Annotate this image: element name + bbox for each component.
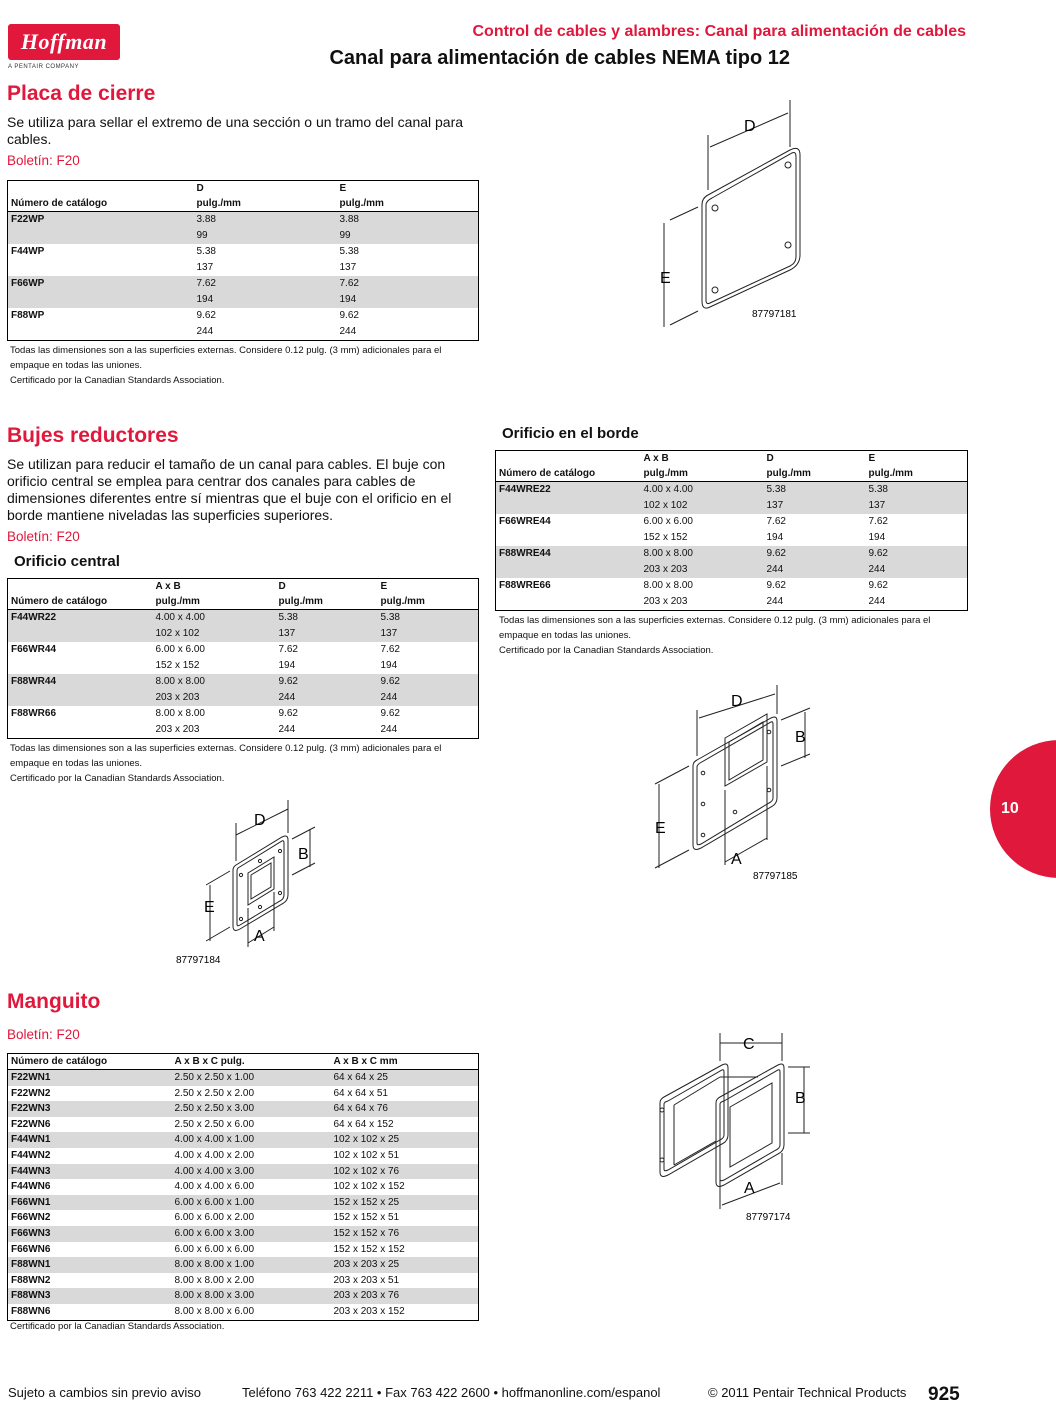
subsection-title-borde: Orificio en el borde	[502, 425, 639, 442]
cell: 4.00 x 4.00 x 1.00	[172, 1132, 331, 1148]
page-number: 925	[928, 1384, 960, 1405]
catalog-number: F88WN3	[8, 1288, 172, 1304]
col-head: E	[339, 183, 347, 194]
cell: 7.62	[868, 516, 888, 527]
cell: 137	[339, 262, 357, 273]
table-row	[8, 610, 479, 627]
footer-copyright: © 2011 Pentair Technical Products	[708, 1385, 907, 1400]
table-row	[8, 276, 479, 292]
cell: 194	[337, 292, 479, 308]
cell: 244	[868, 596, 886, 607]
cell: 203 x 203	[641, 562, 764, 578]
note-line: Certificado por la Canadian Standards Association.	[10, 773, 225, 784]
dim-label-d: D	[254, 812, 266, 829]
note-line: Certificado por la Canadian Standards Association.	[10, 375, 225, 386]
col-head: pulg./mm	[194, 196, 337, 212]
central-notes	[10, 741, 480, 786]
cell: 5.38	[196, 246, 216, 257]
cell: 9.62	[276, 674, 378, 690]
catalog-number: F88WRE44	[496, 546, 641, 562]
cell: 3.88	[194, 212, 337, 229]
catalog-number: F88WP	[11, 310, 45, 321]
dim-label-e: E	[655, 820, 666, 837]
manguito-bulletin: Boletín: F20	[7, 1027, 80, 1042]
bujes-description: Se utilizan para reducir el tamaño de un canal para cables. El buje con orificio central se emplea para centrar dos canales para cables de dimensiones diferentes entre sí mientras que el buje con el orificio en el borde mantiene niveladas las superficies superiores.	[7, 456, 452, 523]
logo-tagline: A PENTAIR COMPANY	[8, 64, 79, 70]
cell: 6.00 x 6.00	[643, 516, 693, 527]
col-head: A x B	[155, 581, 181, 592]
figure-id: 87797184	[176, 955, 221, 966]
table-row	[8, 1273, 479, 1289]
section-title-bujes: Bujes reductores	[7, 424, 179, 447]
catalog-number: F66WRE44	[499, 516, 551, 527]
table-row	[496, 546, 968, 562]
col-head: pulg./mm	[866, 466, 968, 482]
cell: 8.00 x 8.00	[643, 580, 693, 591]
table-row	[8, 260, 479, 276]
table-row	[8, 722, 479, 739]
table-row	[8, 308, 479, 324]
cell: 2.50 x 2.50 x 3.00	[172, 1101, 331, 1117]
cell: 203 x 203	[153, 690, 276, 706]
table-row	[8, 1226, 479, 1242]
table-row	[8, 706, 479, 722]
cell: 9.62	[378, 674, 479, 690]
cell: 8.00 x 8.00 x 6.00	[174, 1305, 255, 1317]
catalog-number: F88WR44	[8, 674, 153, 690]
catalog-number: F88WRE66	[499, 580, 551, 591]
cell: 7.62	[337, 276, 479, 292]
cell: 6.00 x 6.00 x 3.00	[172, 1226, 331, 1242]
catalog-number: F22WN6	[11, 1118, 51, 1130]
note-line: empaque en todas las uniones.	[10, 360, 143, 371]
col-head: pulg./mm	[378, 594, 479, 610]
cell: 64 x 64 x 76	[331, 1101, 479, 1117]
cell: 194	[194, 292, 337, 308]
col-head: pulg./mm	[276, 594, 378, 610]
cell: 6.00 x 6.00 x 6.00	[174, 1243, 255, 1255]
cell: 8.00 x 8.00	[153, 674, 276, 690]
catalog-number: F66WP	[8, 276, 194, 292]
cell: 9.62	[868, 580, 888, 591]
catalog-number: F44WRE22	[496, 482, 641, 499]
cell: 7.62	[194, 276, 337, 292]
table-row	[8, 690, 479, 706]
catalog-number: F88WR66	[11, 708, 57, 719]
placa-notes	[10, 343, 480, 388]
note-line: Certificado por la Canadian Standards Association.	[499, 645, 714, 656]
col-head	[8, 579, 153, 595]
cell: 9.62	[278, 708, 298, 719]
cell: 9.62	[766, 580, 786, 591]
cell: 2.50 x 2.50 x 1.00	[172, 1070, 331, 1086]
dim-label-a: A	[254, 928, 265, 945]
cell: 244	[378, 690, 479, 706]
cell: 244	[764, 562, 866, 578]
header-subtitle: Control de cables y alambres: Canal para alimentación de cables	[472, 23, 966, 40]
cell: 7.62	[278, 644, 298, 655]
table-row	[8, 642, 479, 658]
table-row	[8, 1242, 479, 1258]
cell: 244	[278, 724, 296, 735]
cell: 9.62	[196, 310, 216, 321]
section-title-placa: Placa de cierre	[7, 82, 156, 105]
cell: 102 x 102	[641, 498, 764, 514]
table-row	[496, 578, 968, 594]
catalog-number: F22WN2	[11, 1087, 51, 1099]
dim-label-b: B	[795, 1090, 806, 1107]
catalog-number: F88WN2	[11, 1274, 51, 1286]
cell: 244	[276, 690, 378, 706]
table-row	[8, 1132, 479, 1148]
cell: 194	[380, 660, 398, 671]
cell: 4.00 x 4.00 x 2.00	[174, 1149, 255, 1161]
cell: 64 x 64 x 25	[331, 1070, 479, 1086]
cell: 4.00 x 4.00	[641, 482, 764, 499]
cell: 203 x 203 x 25	[331, 1257, 479, 1273]
cell: 8.00 x 8.00	[155, 708, 205, 719]
table-row	[8, 212, 479, 229]
table-row	[8, 1288, 479, 1304]
table-row	[496, 514, 968, 530]
table-row	[496, 498, 968, 514]
table-row	[8, 1164, 479, 1180]
cell: 4.00 x 4.00 x 3.00	[172, 1164, 331, 1180]
cell: 244	[380, 724, 398, 735]
cell: 102 x 102	[153, 626, 276, 642]
catalog-number: F44WN3	[8, 1164, 172, 1180]
note-line: Todas las dimensiones son a las superficies externas. Considere 0.12 pulg. (3 mm) adicionales para el	[499, 615, 931, 626]
col-head	[496, 451, 641, 467]
col-head: E	[380, 581, 388, 592]
cell: 152 x 152 x 152	[333, 1243, 405, 1255]
col-head: Número de catálogo	[8, 594, 153, 610]
cell: 152 x 152 x 25	[331, 1195, 479, 1211]
dim-label-a: A	[731, 851, 742, 868]
catalog-number: F44WP	[11, 246, 45, 257]
cell: 4.00 x 4.00 x 6.00	[174, 1181, 255, 1193]
cell: 64 x 64 x 152	[333, 1118, 394, 1130]
cell: 152 x 152	[155, 660, 200, 671]
table-row	[496, 562, 968, 578]
cell: 64 x 64 x 51	[333, 1087, 388, 1099]
cell: 4.00 x 4.00	[153, 610, 276, 627]
cell: 8.00 x 8.00	[641, 546, 764, 562]
central-table	[7, 578, 479, 739]
catalog-number: F66WN6	[11, 1243, 51, 1255]
table-row	[496, 482, 968, 499]
cell: 203 x 203 x 51	[333, 1274, 400, 1286]
col-head: A x B x C mm	[331, 1054, 479, 1070]
table-row	[8, 1304, 479, 1320]
cell: 244	[339, 326, 357, 337]
cell: 244	[866, 562, 968, 578]
table-row	[8, 1148, 479, 1164]
cell: 137	[276, 626, 378, 642]
note-line: empaque en todas las uniones.	[10, 758, 143, 769]
col-head: D	[766, 453, 774, 464]
cell: 7.62	[766, 516, 786, 527]
cell: 102 x 102 x 51	[333, 1149, 400, 1161]
manguito-note: Certificado por la Canadian Standards Association.	[10, 1321, 225, 1332]
cell: 137	[866, 498, 968, 514]
catalog-number: F88WN1	[8, 1257, 172, 1273]
table-row	[8, 674, 479, 690]
col-head: A x B	[643, 453, 669, 464]
table-row	[8, 1210, 479, 1226]
col-head: pulg./mm	[764, 466, 866, 482]
table-row	[8, 1070, 479, 1086]
dim-label-e: E	[204, 899, 215, 916]
col-head: E	[868, 453, 876, 464]
cell: 203 x 203 x 152	[333, 1305, 405, 1317]
borde-notes	[499, 613, 969, 658]
cell: 152 x 152	[643, 532, 688, 543]
figure-id: 87797174	[746, 1212, 791, 1223]
cell: 152 x 152 x 76	[331, 1226, 479, 1242]
table-row	[8, 228, 479, 244]
cell: 244	[196, 326, 214, 337]
table-row	[8, 1086, 479, 1102]
dim-label-c: C	[743, 1036, 755, 1053]
cell: 9.62	[339, 310, 359, 321]
figure-id: 87797185	[753, 871, 798, 882]
table-row	[8, 1179, 479, 1195]
catalog-number: F88WN6	[11, 1305, 51, 1317]
cell: 5.38	[764, 482, 866, 499]
cell: 102 x 102 x 76	[331, 1164, 479, 1180]
table-row	[8, 244, 479, 260]
cell: 6.00 x 6.00	[155, 644, 205, 655]
note-line: Todas las dimensiones son a las superficies externas. Considere 0.12 pulg. (3 mm) adicionales para el	[10, 345, 442, 356]
col-head	[8, 181, 194, 197]
cell: 102 x 102 x 152	[333, 1181, 405, 1193]
cell: 244	[766, 596, 784, 607]
chapter-number: 10	[1001, 800, 1019, 817]
cell: 9.62	[764, 546, 866, 562]
catalog-number: F44WN2	[11, 1149, 51, 1161]
footer-disclaimer: Sujeto a cambios sin previo aviso	[8, 1385, 201, 1400]
cell: 194	[868, 532, 886, 543]
cell: 9.62	[380, 708, 400, 719]
borde-table	[495, 450, 968, 611]
cell: 9.62	[866, 546, 968, 562]
cell: 2.50 x 2.50 x 6.00	[174, 1118, 255, 1130]
table-row	[496, 594, 968, 611]
cell: 5.38	[866, 482, 968, 499]
dim-label-d: D	[731, 693, 743, 710]
catalog-number: F66WN1	[8, 1195, 172, 1211]
cell: 99	[337, 228, 479, 244]
cell: 152 x 152 x 51	[333, 1212, 400, 1224]
manguito-diagram	[650, 1025, 830, 1225]
col-head: Número de catálogo	[8, 1054, 172, 1070]
placa-description: Se utiliza para sellar el extremo de una sección o un tramo del canal para cables.	[7, 114, 464, 147]
figure-id: 87797181	[752, 309, 797, 320]
note-line: empaque en todas las uniones.	[499, 630, 632, 641]
note-line: Todas las dimensiones son a las superficies externas. Considere 0.12 pulg. (3 mm) adicionales para el	[10, 743, 442, 754]
subsection-title-central: Orificio central	[14, 553, 120, 570]
col-head: Número de catálogo	[8, 196, 194, 212]
table-row	[8, 1257, 479, 1273]
cell: 5.38	[276, 610, 378, 627]
catalog-number: F22WN3	[8, 1101, 172, 1117]
cell: 6.00 x 6.00 x 2.00	[174, 1212, 255, 1224]
central-diagram	[170, 795, 330, 970]
cell: 203 x 203	[643, 596, 688, 607]
cell: 5.38	[378, 610, 479, 627]
cell: 137	[378, 626, 479, 642]
dim-label-d: D	[744, 118, 756, 135]
dim-label-b: B	[795, 729, 806, 746]
catalog-number: F22WP	[8, 212, 194, 229]
catalog-number: F22WN1	[8, 1070, 172, 1086]
table-row	[8, 1195, 479, 1211]
table-row	[8, 658, 479, 674]
dim-label-b: B	[298, 846, 309, 863]
col-head: Número de catálogo	[496, 466, 641, 482]
placa-table	[7, 180, 479, 341]
cell: 6.00 x 6.00 x 1.00	[172, 1195, 331, 1211]
table-row	[8, 1117, 479, 1133]
placa-diagram	[640, 95, 840, 335]
col-head: pulg./mm	[337, 196, 479, 212]
cell: 194	[278, 660, 296, 671]
manguito-table	[7, 1053, 479, 1321]
cell: 203 x 203	[155, 724, 200, 735]
catalog-number: F66WN3	[8, 1226, 172, 1242]
cell: 203 x 203 x 76	[331, 1288, 479, 1304]
section-title-manguito: Manguito	[7, 990, 101, 1013]
catalog-number: F44WN6	[11, 1181, 51, 1193]
col-head: A x B x C pulg.	[172, 1054, 331, 1070]
cell: 7.62	[380, 644, 400, 655]
catalog-number: F66WR44	[11, 644, 57, 655]
catalog-number: F44WR22	[8, 610, 153, 627]
col-head: pulg./mm	[153, 594, 276, 610]
placa-bulletin: Boletín: F20	[7, 153, 80, 168]
cell: 8.00 x 8.00 x 2.00	[174, 1274, 255, 1286]
hoffman-logo: Hoffman	[8, 24, 120, 60]
cell: 99	[194, 228, 337, 244]
borde-diagram	[645, 680, 825, 885]
page-title: Canal para alimentación de cables NEMA tipo 12	[329, 47, 790, 69]
catalog-number: F44WN1	[8, 1132, 172, 1148]
chapter-tab	[990, 740, 1056, 878]
catalog-number: F66WN2	[11, 1212, 51, 1224]
col-head: D	[196, 183, 204, 194]
cell: 194	[766, 532, 784, 543]
footer-contact: Teléfono 763 422 2211 • Fax 763 422 2600 • hoffmanonline.com/espanol	[242, 1385, 661, 1400]
table-row	[496, 530, 968, 546]
dim-label-e: E	[660, 270, 671, 287]
cell: 8.00 x 8.00 x 1.00	[172, 1257, 331, 1273]
col-head: pulg./mm	[641, 466, 764, 482]
cell: 137	[196, 262, 214, 273]
col-head: D	[278, 581, 286, 592]
cell: 5.38	[339, 246, 359, 257]
table-row	[8, 626, 479, 642]
bujes-bulletin: Boletín: F20	[7, 529, 80, 544]
table-row	[8, 324, 479, 341]
cell: 3.88	[337, 212, 479, 229]
dim-label-a: A	[744, 1180, 755, 1197]
cell: 2.50 x 2.50 x 2.00	[174, 1087, 255, 1099]
cell: 8.00 x 8.00 x 3.00	[172, 1288, 331, 1304]
table-row	[8, 292, 479, 308]
table-row	[8, 1101, 479, 1117]
cell: 102 x 102 x 25	[331, 1132, 479, 1148]
cell: 137	[764, 498, 866, 514]
